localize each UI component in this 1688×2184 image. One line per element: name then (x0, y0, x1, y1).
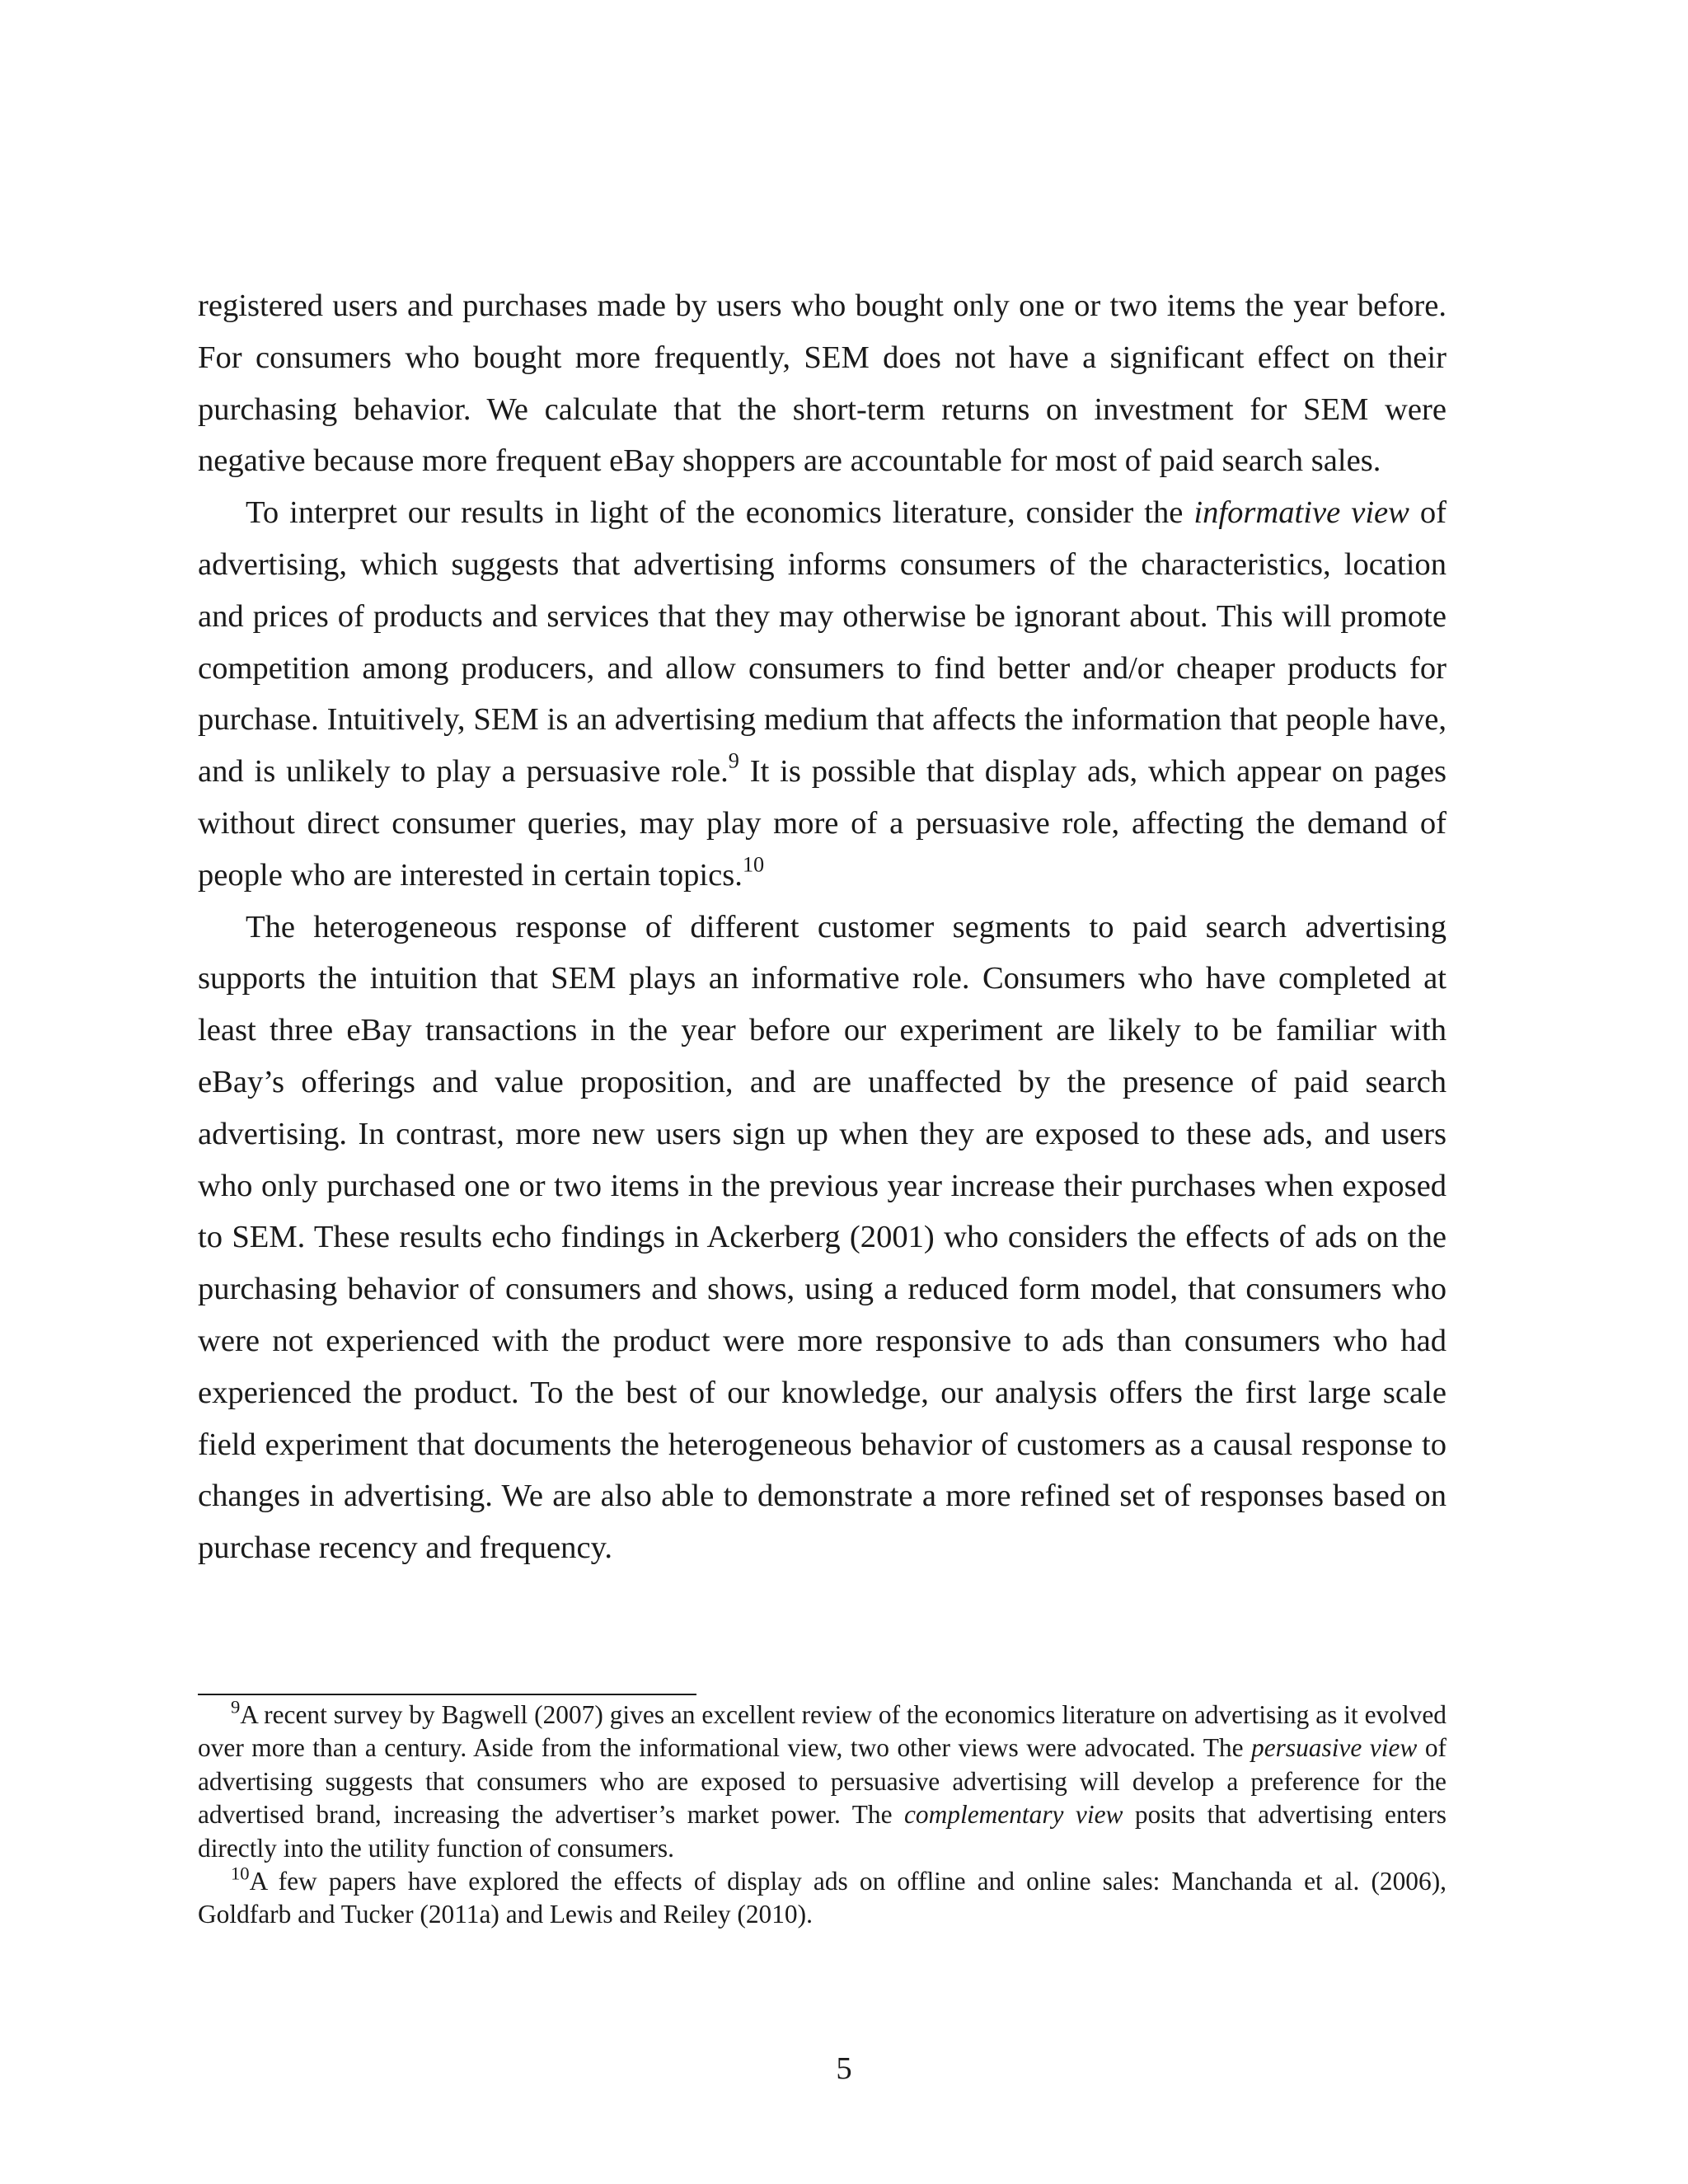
page-number: 5 (836, 2051, 852, 2086)
footnote-ref-10[interactable]: 10 (742, 852, 765, 877)
footnote-10-mark: 10 (231, 1863, 250, 1884)
footnote-9-part-b: of advertising suggests that consumers who are exposed to persuasive advertising will develop a preference for the advertised brand, increasing the advertiser’s market power. The (198, 1733, 1447, 1830)
persuasive-view-term: persuasive view (1251, 1733, 1418, 1763)
footnote-10 (198, 1865, 1447, 1932)
paragraph-2 (198, 487, 1447, 901)
body-text (198, 280, 1447, 1574)
footnote-9-part-a: A recent survey by Bagwell (2007) gives an excellent review of the economics literature on advertising as it evolved over more than a century. Aside from the informational view, two other views were advocated. The (198, 1700, 1447, 1763)
footnote-9 (198, 1696, 1447, 1865)
informative-view-term: informative view (1193, 495, 1409, 531)
paragraph-2-part-a: To interpret our results in light of the economics literature, consider the (246, 495, 1194, 531)
paragraph-3: The heterogeneous response of different customer segments to paid search advertising supports the intuition that SEM plays an informative role. Consumers who have completed at least three eBay transactions in the year before our experiment are likely to be familiar with eBay’s offerings and value proposition, and are unaffected by the presence of paid search advertising. In contrast, more new users sign up when they are exposed to these ads, and users who only purchased one or two items in the previous year increase their purchases when exposed to SEM. These results echo findings in Ackerberg (2001) who considers the effects of ads on the purchasing behavior of consumers and shows, using a reduced form model, that consumers who were not experienced with the product were more responsive to ads than consumers who had experienced the product. To the best of our knowledge, our analysis offers the first large scale field experiment that documents the heterogeneous behavior of customers as a causal response to changes in advertising. We are also able to demonstrate a more refined set of responses based on purchase recency and frequency. (198, 909, 1447, 1566)
complementary-view-term: complementary view (903, 1800, 1123, 1830)
paragraph-1: registered users and purchases made by users who bought only one or two items the year before. For consumers who bought more frequently, SEM does not have a significant effect on their purchasing behavior. We calculate that the short-term returns on investment for SEM were negative because more frequent eBay shoppers are accountable for most of paid search sales. (198, 288, 1447, 479)
footnote-9-part-c: posits that advertising enters directly into the utility function of consumers. (198, 1800, 1447, 1863)
footnote-divider (198, 1694, 696, 1695)
footnote-9-mark: 9 (231, 1696, 241, 1718)
footnote-ref-9[interactable]: 9 (728, 748, 739, 773)
paragraph-2-part-b: of advertising, which suggests that advertising informs consumers of the characteristics, location and prices of products and services that they may otherwise be ignorant about. This will promote competition among producers, and allow consumers to find better and/or cheaper products for purchase. Intuitively, SEM is an advertising medium that affects the information that people have, and is unlikely to play a persuasive role. (198, 495, 1447, 790)
footnote-10-text: A few papers have explored the effects of display ads on offline and online sales: Manchanda et al. (2006), Goldfarb and Tucker (2011a) and Lewis and Reiley (2010). (198, 1867, 1447, 1929)
footnotes (198, 1696, 1447, 1932)
paragraph-2-part-c: It is possible that display ads, which appear on pages without direct consumer queries, may play more of a persuasive role, affecting the demand of people who are interested in certain topics. (198, 754, 1447, 893)
